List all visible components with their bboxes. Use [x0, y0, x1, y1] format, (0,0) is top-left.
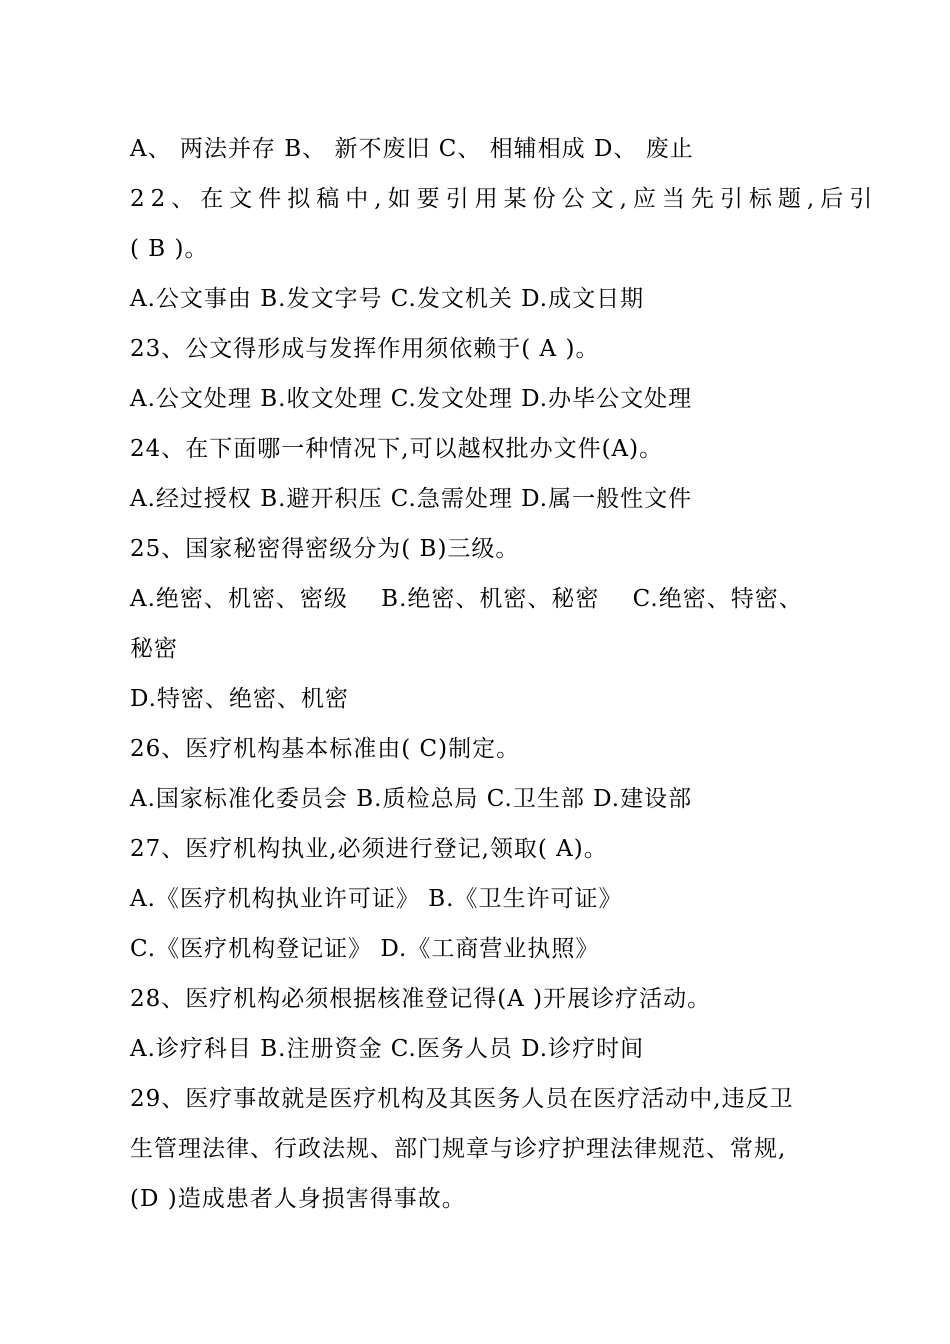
question-22: 22、在文件拟稿中,如要引用某份公文,应当先引标题,后引: [130, 186, 879, 212]
options-27-ab: A.《医疗机构执业许可证》 B.《卫生许可证》: [130, 886, 623, 912]
question-26: 26、医疗机构基本标准由( C)制定。: [130, 736, 521, 762]
question-29-line-3: (D )造成患者人身损害得事故。: [130, 1186, 466, 1212]
question-29-line-2: 生管理法律、行政法规、部门规章与诊疗护理法律规范、常规,: [130, 1136, 787, 1162]
options-28: A.诊疗科目 B.注册资金 C.医务人员 D.诊疗时间: [130, 1036, 645, 1062]
options-25: A.绝密、机密、密级 B.绝密、机密、秘密 C.绝密、特密、: [130, 586, 803, 612]
options-22: A.公文事由 B.发文字号 C.发文机关 D.成文日期: [130, 286, 645, 312]
options-27-cd: C.《医疗机构登记证》 D.《工商营业执照》: [130, 936, 600, 962]
question-25: 25、国家秘密得密级分为( B)三级。: [130, 536, 520, 562]
question-24: 24、在下面哪一种情况下,可以越权批办文件(A)。: [130, 436, 664, 462]
question-28: 28、医疗机构必须根据核准登记得(A )开展诊疗活动。: [130, 986, 712, 1012]
question-23: 23、公文得形成与发挥作用须依赖于( A )。: [130, 336, 600, 362]
question-29-line-1: 29、医疗事故就是医疗机构及其医务人员在医疗活动中,违反卫: [130, 1086, 794, 1112]
options-25-d: D.特密、绝密、机密: [130, 686, 349, 712]
options-23: A.公文处理 B.收文处理 C.发文处理 D.办毕公文处理: [130, 386, 693, 412]
options-24: A.经过授权 B.避开积压 C.急需处理 D.属一般性文件: [130, 486, 693, 512]
question-27: 27、医疗机构执业,必须进行登记,领取( A)。: [130, 836, 608, 862]
options-26: A.国家标准化委员会 B.质检总局 C.卫生部 D.建设部: [130, 786, 693, 812]
question-22-answer: ( B )。: [130, 236, 209, 262]
options-25-continued: 秘密: [130, 636, 178, 662]
option-line-21: A、 两法并存 B、 新不废旧 C、 相辅相成 D、 废止: [130, 136, 694, 162]
